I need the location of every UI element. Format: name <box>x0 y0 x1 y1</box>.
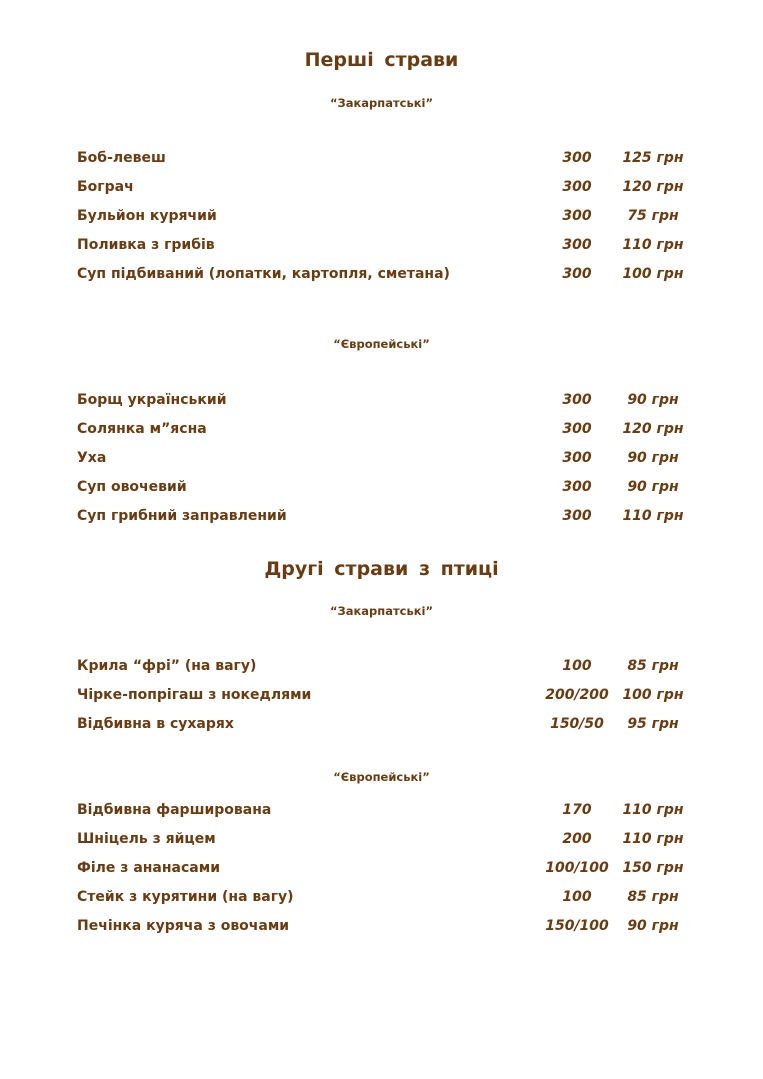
item-weight: 300 <box>562 508 592 524</box>
item-weight: 300 <box>562 150 592 166</box>
item-price: 90 грн <box>627 479 679 495</box>
menu-item <box>0 831 763 851</box>
menu-item <box>0 716 763 736</box>
subtitle-yevropeiski: “Європейські” <box>333 337 430 351</box>
item-name: Солянка м”ясна <box>77 421 207 437</box>
item-price: 75 грн <box>627 208 679 224</box>
item-price: 90 грн <box>627 450 679 466</box>
menu-item <box>0 508 763 528</box>
menu-item <box>0 889 763 909</box>
subtitle-yevropeiski: “Європейські” <box>333 770 430 784</box>
section-title-poultry: Другі страви з птиці <box>264 558 499 580</box>
menu-item <box>0 479 763 499</box>
menu-item <box>0 208 763 228</box>
section-title-first-courses: Перші страви <box>304 49 459 71</box>
item-name: Стейк з курятини (на вагу) <box>77 889 294 905</box>
subtitle-zakarpatski: “Закарпатські” <box>329 96 434 110</box>
item-price: 85 грн <box>627 658 679 674</box>
subtitle-zakarpatski: “Закарпатські” <box>329 604 434 618</box>
item-price: 110 грн <box>622 237 684 253</box>
item-name: Борщ український <box>77 392 227 408</box>
menu-item <box>0 687 763 707</box>
item-name: Філе з ананасами <box>77 860 221 876</box>
item-price: 110 грн <box>622 831 684 847</box>
item-weight: 170 <box>562 802 592 818</box>
menu-item <box>0 658 763 678</box>
item-name: Печінка куряча з овочами <box>77 918 290 934</box>
item-price: 90 грн <box>627 918 679 934</box>
item-price: 125 грн <box>622 150 684 166</box>
item-price: 95 грн <box>627 716 679 732</box>
item-weight: 300 <box>562 479 592 495</box>
item-weight: 300 <box>562 450 592 466</box>
item-price: 150 грн <box>622 860 684 876</box>
item-price: 120 грн <box>622 179 684 195</box>
item-name: Відбивна в сухарях <box>77 716 234 732</box>
menu-item <box>0 266 763 286</box>
item-price: 110 грн <box>622 802 684 818</box>
item-weight: 200 <box>562 831 592 847</box>
item-price: 120 грн <box>622 421 684 437</box>
item-price: 100 грн <box>622 266 684 282</box>
item-weight: 300 <box>562 237 592 253</box>
item-name: Бульйон курячий <box>77 208 217 224</box>
menu-item <box>0 421 763 441</box>
item-weight: 300 <box>562 421 592 437</box>
item-price: 85 грн <box>627 889 679 905</box>
menu-item <box>0 860 763 880</box>
item-name: Уха <box>77 450 107 466</box>
item-weight: 150/50 <box>550 716 604 732</box>
item-weight: 200/200 <box>545 687 609 703</box>
menu-item <box>0 237 763 257</box>
menu-item <box>0 150 763 170</box>
item-weight: 150/100 <box>545 918 609 934</box>
item-name: Суп грибний заправлений <box>77 508 287 524</box>
item-weight: 300 <box>562 392 592 408</box>
item-weight: 300 <box>562 208 592 224</box>
item-name: Бограч <box>77 179 134 195</box>
item-name: Суп підбиваний (лопатки, картопля, сметана) <box>77 266 450 282</box>
item-name: Боб-левеш <box>77 150 166 166</box>
item-price: 100 грн <box>622 687 684 703</box>
item-name: Чірке-попрігаш з нокедлями <box>77 687 312 703</box>
item-weight: 100 <box>562 889 592 905</box>
menu-item <box>0 392 763 412</box>
menu-item <box>0 179 763 199</box>
item-price: 110 грн <box>622 508 684 524</box>
item-weight: 100 <box>562 658 592 674</box>
item-name: Поливка з грибів <box>77 237 215 253</box>
item-weight: 300 <box>562 266 592 282</box>
menu-item <box>0 918 763 938</box>
item-weight: 100/100 <box>545 860 609 876</box>
menu-item <box>0 450 763 470</box>
item-price: 90 грн <box>627 392 679 408</box>
item-weight: 300 <box>562 179 592 195</box>
item-name: Шніцель з яйцем <box>77 831 216 847</box>
item-name: Суп овочевий <box>77 479 187 495</box>
item-name: Крила “фрі” (на вагу) <box>77 658 257 674</box>
menu-item <box>0 802 763 822</box>
item-name: Відбивна фарширована <box>77 802 272 818</box>
